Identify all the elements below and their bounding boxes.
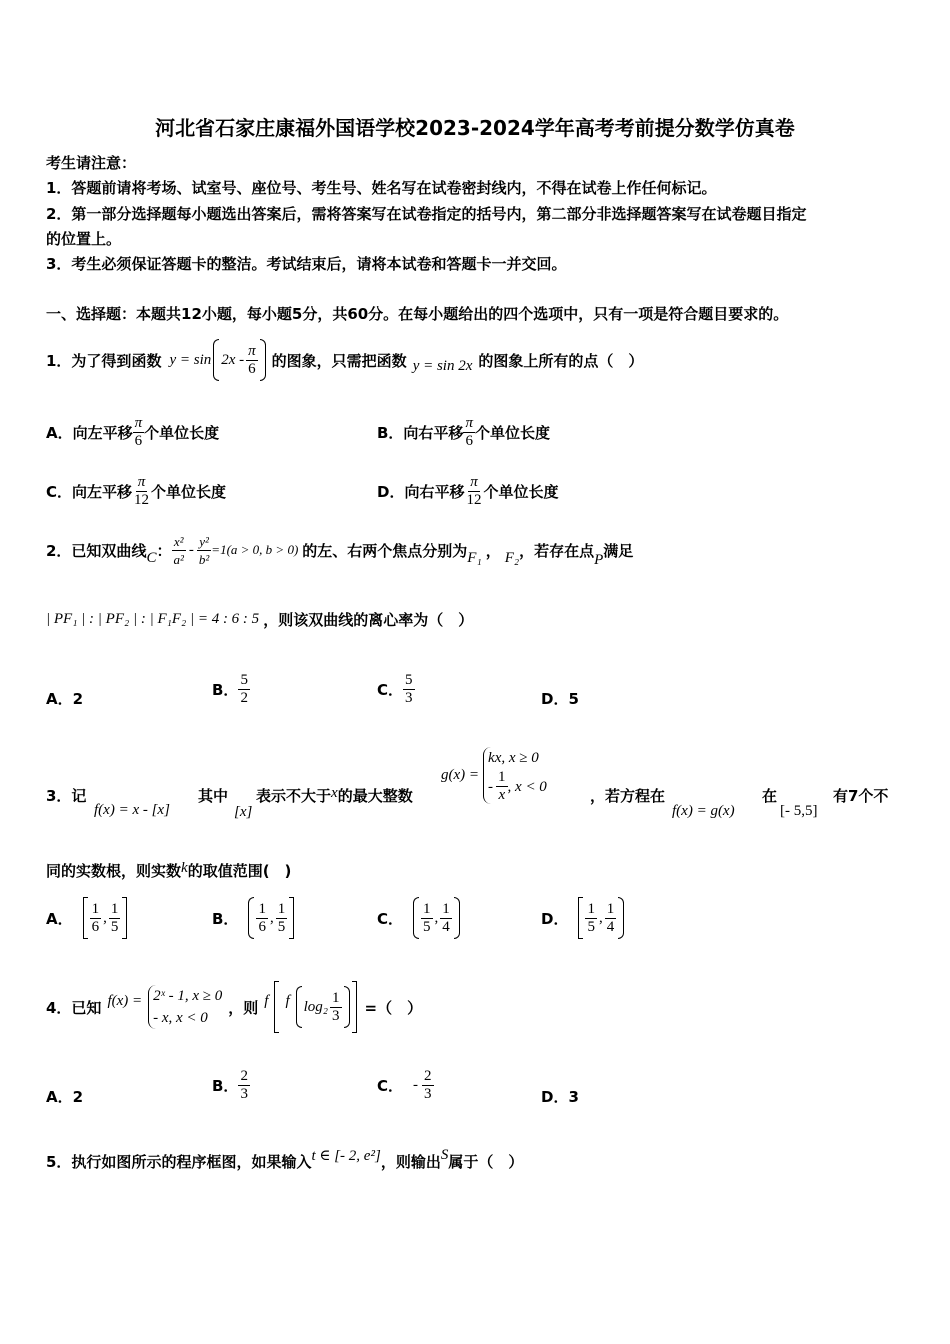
option-a: A．2: [46, 690, 84, 708]
q3-tail: 有7个不: [833, 787, 889, 805]
q3-line2: 同的实数根，则实数: [46, 862, 182, 880]
question-1: [46, 340, 643, 380]
q3-ruo: ，若方程在: [590, 787, 666, 805]
q3-interval: [- 5,5]: [780, 803, 818, 819]
denominator: 6: [465, 432, 473, 449]
q3-gx: g(x) =: [441, 767, 480, 783]
option-a: [46, 412, 219, 452]
paren-right: [454, 897, 460, 939]
fraction: [463, 415, 475, 450]
fraction: [238, 1068, 250, 1103]
q3-fx: f(x) = x - [x]: [94, 802, 170, 818]
section-heading: 一、选择题：本题共12小题，每小题5分，共60分。在每小题给出的四个选项中，只有一项是符合题目要求的。: [46, 305, 789, 323]
q5-t: t ∈ [- 2, e²]: [311, 1147, 381, 1164]
q2-mid2: ，若存在点: [519, 541, 595, 560]
q4-f-inner: f: [285, 992, 290, 1009]
option-unit: 个单位长度: [483, 482, 559, 501]
q2-eq: =1(a > 0, b > 0): [211, 542, 299, 557]
denominator: 6: [91, 918, 100, 935]
q3-gx-def: [441, 747, 547, 804]
q1-func: y = sin: [169, 351, 212, 368]
fraction: [605, 901, 617, 936]
q2-prefix: 2．已知双曲线: [46, 541, 147, 560]
denominator: 5: [587, 918, 595, 935]
numerator: π: [470, 473, 478, 490]
q4-ze: ，则: [228, 998, 259, 1017]
q3-prefix: 3．记: [46, 787, 87, 805]
comma: ，: [485, 541, 501, 560]
q3-line2b: 的取值范围( ): [187, 862, 292, 880]
q2-colon: ：: [156, 541, 172, 560]
comma: ,: [434, 909, 439, 926]
q3-eqn: f(x) = g(x): [672, 803, 735, 819]
q2-line2: ，则该双曲线的离心率为（ ）: [263, 610, 474, 629]
fraction: [585, 901, 597, 936]
bracket-left: [578, 897, 583, 939]
fraction: [109, 901, 121, 936]
option-unit: 个单位长度: [474, 423, 550, 442]
fraction: [133, 415, 145, 450]
question-4: [46, 975, 422, 1039]
question-3-line2: [46, 860, 291, 881]
q1-suffix: 的图象上所有的点（ ）: [478, 351, 644, 370]
denominator: 3: [240, 1085, 248, 1102]
denominator: 5: [277, 918, 286, 935]
numerator: π: [248, 342, 256, 359]
option-unit: 个单位长度: [144, 423, 220, 442]
q3-x: x: [331, 785, 338, 801]
q1-inner: 2x -: [221, 351, 245, 368]
option-label: A．向左平移: [46, 423, 133, 442]
fraction: [421, 901, 433, 936]
option-a: [46, 893, 127, 943]
fraction: [330, 990, 342, 1025]
numerator: x²: [173, 533, 184, 549]
q3-qizhong: 其中: [198, 787, 229, 805]
option-b: [212, 893, 294, 943]
q4-log: log₂: [303, 998, 328, 1015]
q4-brace: [148, 985, 222, 1029]
numerator: π: [137, 473, 146, 490]
denominator: 6: [248, 360, 256, 377]
fraction: [238, 672, 250, 707]
q2-ratio: | PF₁ | : | PF₂ | : | F₁F₂ | = 4 : 6 : 5: [46, 610, 260, 627]
option-label: C．: [377, 680, 404, 699]
numerator: 1: [442, 900, 450, 917]
fraction: [422, 1068, 434, 1103]
option-d: D．5: [541, 690, 579, 708]
q5-mid: ，则输出: [380, 1152, 441, 1171]
numerator: 1: [498, 769, 506, 785]
bracket-right: [122, 897, 127, 939]
q1-prefix: 1．为了得到函数: [46, 351, 162, 370]
denominator: x: [498, 787, 506, 803]
question-2: [46, 528, 633, 572]
notice-heading: 考生请注意：: [46, 154, 137, 172]
option-d: D．3: [541, 1088, 579, 1106]
option-label: B．: [212, 1076, 239, 1095]
bracket-left: [274, 981, 279, 1033]
q3-bx: [x]: [234, 804, 253, 820]
denominator: 3: [424, 1085, 432, 1102]
denominator: 2: [240, 689, 248, 706]
paren-left: [213, 339, 219, 381]
fraction: [496, 769, 508, 804]
option-label: B．: [212, 680, 239, 699]
minus-sign: -: [188, 541, 194, 558]
minus-sign: -: [488, 778, 494, 795]
q3-zai: 在: [762, 787, 778, 805]
minus-sign: -: [413, 1076, 419, 1093]
q5-suffix: 属于（ ）: [448, 1152, 524, 1171]
denominator: 12: [134, 491, 150, 508]
paren-left: [296, 986, 302, 1028]
fraction: [403, 672, 415, 707]
paren-right: [260, 339, 266, 381]
fraction: [132, 474, 151, 509]
q4-prefix: 4．已知: [46, 998, 102, 1017]
numerator: 1: [332, 989, 340, 1006]
q3-brace: [483, 747, 547, 804]
q3-k: k: [181, 860, 188, 876]
fraction: [256, 901, 268, 936]
numerator: 1: [606, 900, 615, 917]
q2-f2: F₂: [504, 549, 520, 566]
numerator: 1: [258, 900, 266, 917]
question-5: [46, 1146, 523, 1176]
fraction: [90, 901, 102, 936]
option-b: [212, 664, 250, 714]
option-label: D．向右平移: [377, 482, 465, 501]
q4-fx: f(x) =: [107, 992, 143, 1009]
q4-eq: =（ ）: [364, 998, 423, 1017]
option-label: C．向左平移: [46, 482, 133, 501]
notice-item: 3．考生必须保证答题卡的整洁。考试结束后，请将本试卷和答题卡一并交回。: [46, 255, 567, 273]
numerator: y²: [199, 533, 209, 549]
numerator: 2: [240, 1067, 248, 1084]
denominator: 3: [332, 1007, 340, 1024]
notice-item: 的位置上。: [46, 230, 122, 248]
comma: ,: [269, 909, 274, 926]
option-c: [377, 893, 460, 943]
denominator: 3: [405, 689, 413, 706]
q1-func2: y = sin 2x: [412, 357, 473, 374]
fraction: [464, 474, 483, 509]
case-1: 2ˣ - 1, x ≥ 0: [153, 988, 223, 1004]
numerator: 2: [424, 1067, 432, 1084]
option-c: [46, 471, 226, 511]
bracket-right: [352, 981, 357, 1033]
numerator: π: [134, 414, 143, 431]
option-label: A．: [46, 909, 73, 928]
denominator: 4: [606, 918, 615, 935]
option-b: [377, 412, 550, 452]
numerator: 1: [423, 900, 431, 917]
denominator: 4: [442, 918, 450, 935]
denominator: b²: [198, 551, 210, 567]
q1-mid: 的图象，只需把函数: [271, 351, 407, 370]
paren-left: [248, 897, 254, 939]
page-title: 河北省石家庄康福外国语学校2023-2024学年高考考前提分数学仿真卷: [155, 116, 795, 140]
paren-right: [344, 986, 350, 1028]
numerator: 1: [587, 900, 595, 917]
denominator: 5: [110, 918, 119, 935]
option-d: [377, 471, 558, 511]
comma: ,: [598, 909, 603, 926]
denominator: a²: [173, 551, 184, 567]
fraction: [197, 533, 211, 568]
question-2-line2: [46, 604, 473, 634]
case-2: - x, x < 0: [153, 1010, 208, 1026]
option-label: B．向右平移: [377, 423, 464, 442]
option-c: [377, 664, 415, 714]
q2-c: C: [146, 549, 157, 566]
numerator: 5: [240, 671, 248, 688]
fraction: [171, 533, 185, 568]
option-b: [212, 1060, 250, 1110]
numerator: 1: [110, 900, 119, 917]
q5-s: S: [440, 1146, 449, 1163]
option-label: C．: [377, 1076, 404, 1095]
fraction: [276, 901, 288, 936]
option-c: [377, 1060, 434, 1110]
q2-f1: F₁: [467, 549, 482, 566]
denominator: 6: [258, 918, 266, 935]
option-label: D．: [541, 909, 569, 928]
bracket-left: [83, 897, 88, 939]
denominator: 5: [423, 918, 431, 935]
denominator: 6: [134, 432, 143, 449]
option-unit: 个单位长度: [151, 482, 227, 501]
notice-item: 2．第一部分选择题每小题选出答案后，需将答案写在试卷指定的括号内，第二部分非选择题答案写在试卷题目指定: [46, 205, 807, 223]
numerator: 1: [277, 900, 286, 917]
q5-prefix: 5．执行如图所示的程序框图，如果输入: [46, 1152, 312, 1171]
fraction: [440, 901, 452, 936]
notice-item: 1．答题前请将考场、试室号、座位号、考生号、姓名写在试卷密封线内，不得在试卷上作任何标记。: [46, 179, 717, 197]
numerator: 1: [91, 900, 100, 917]
q3-desc: [256, 785, 413, 806]
denominator: 12: [466, 491, 482, 508]
q1-fraction: [246, 343, 258, 378]
option-d: [541, 893, 624, 943]
bracket-right: [289, 897, 294, 939]
option-label: B．: [212, 909, 239, 928]
numerator: 5: [405, 671, 413, 688]
q3-desc-text: 表示不大于: [256, 787, 332, 805]
option-label: C．: [377, 909, 404, 928]
option-a: A．2: [46, 1088, 84, 1106]
case-2: [488, 769, 547, 804]
paren-left: [413, 897, 419, 939]
case-2-cond: , x < 0: [507, 778, 547, 795]
q3-desc2: 的最大整数: [337, 787, 413, 805]
q2-mid: 的左、右两个焦点分别为: [302, 541, 468, 560]
q2-p: P: [594, 551, 604, 568]
comma: ,: [103, 909, 107, 926]
numerator: π: [465, 414, 473, 431]
q2-suffix: 满足: [603, 541, 634, 560]
paren-right: [618, 897, 624, 939]
case-1: kx, x ≥ 0: [488, 750, 539, 766]
q4-f-outer: f: [264, 992, 269, 1009]
